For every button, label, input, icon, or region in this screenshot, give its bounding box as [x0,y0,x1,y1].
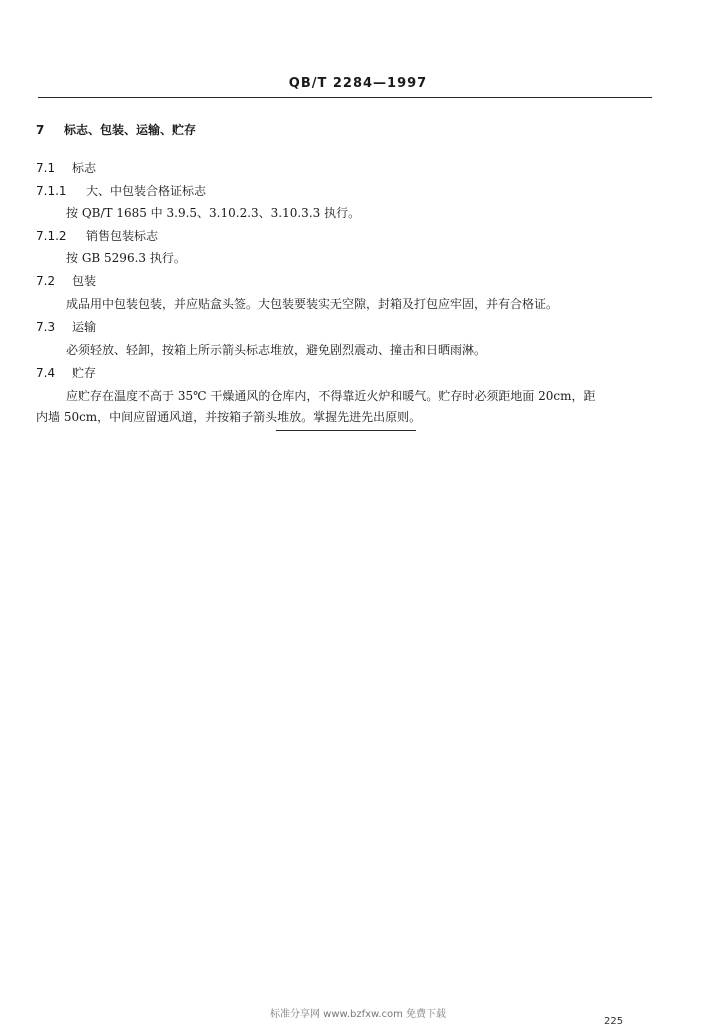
section-7-1-2-heading [36,226,656,246]
section-7-1-2-body: 按 GB 5296.3 执行。 [66,251,186,265]
section-number: 7.1.1 [36,184,67,198]
section-7-3-body: 必须轻放、轻卸，按箱上所示箭头标志堆放，避免剧烈震动、撞击和日晒雨淋。 [66,343,487,357]
section-7-4-body [36,386,656,428]
section-title: 贮存 [72,366,97,380]
section-7-1-1-body: 按 QB/T 1685 中 3.9.5、3.10.2.3、3.10.3.3 执行。 [66,206,361,220]
chapter-heading [36,120,656,140]
section-title: 大、中包装合格证标志 [86,184,207,198]
document-body [36,120,656,431]
chapter-number: 7 [36,123,45,137]
section-7-2-body: 成品用中包装包装，并应贴盒头签。大包装要装实无空隙，封箱及打包应牢固，并有合格证。 [66,297,559,311]
section-7-3-heading [36,317,656,337]
section-title: 包装 [72,274,97,288]
section-title: 运输 [72,320,97,334]
section-number: 7.1 [36,161,56,175]
standard-code: QB/T 2284—1997 [288,76,428,91]
end-of-standard-rule [276,430,416,431]
footer-watermark: 标准分享网 www.bzfxw.com 免费下载 [270,1009,446,1020]
section-title: 销售包装标志 [86,229,159,243]
page-number: 225 [604,1016,624,1027]
section-7-2-heading [36,271,656,291]
section-number: 7.2 [36,274,56,288]
section-7-1-1-heading [36,181,656,201]
section-7-4-body-line2: 内墙 50cm，中间应留通风道，并按箱子箭头堆放。掌握先进先出原则。 [36,410,422,424]
section-number: 7.1.2 [36,229,67,243]
header-rule [38,97,652,98]
section-7-4-heading [36,363,656,383]
section-7-4-body-line1: 应贮存在温度不高于 35℃ 干燥通风的仓库内，不得靠近火炉和暖气。贮存时必须距地面 20cm，距 [66,389,596,403]
chapter-title: 标志、包装、运输、贮存 [64,123,197,137]
section-number: 7.4 [36,366,56,380]
section-7-1-heading [36,158,656,178]
section-title: 标志 [72,161,97,175]
section-number: 7.3 [36,320,56,334]
